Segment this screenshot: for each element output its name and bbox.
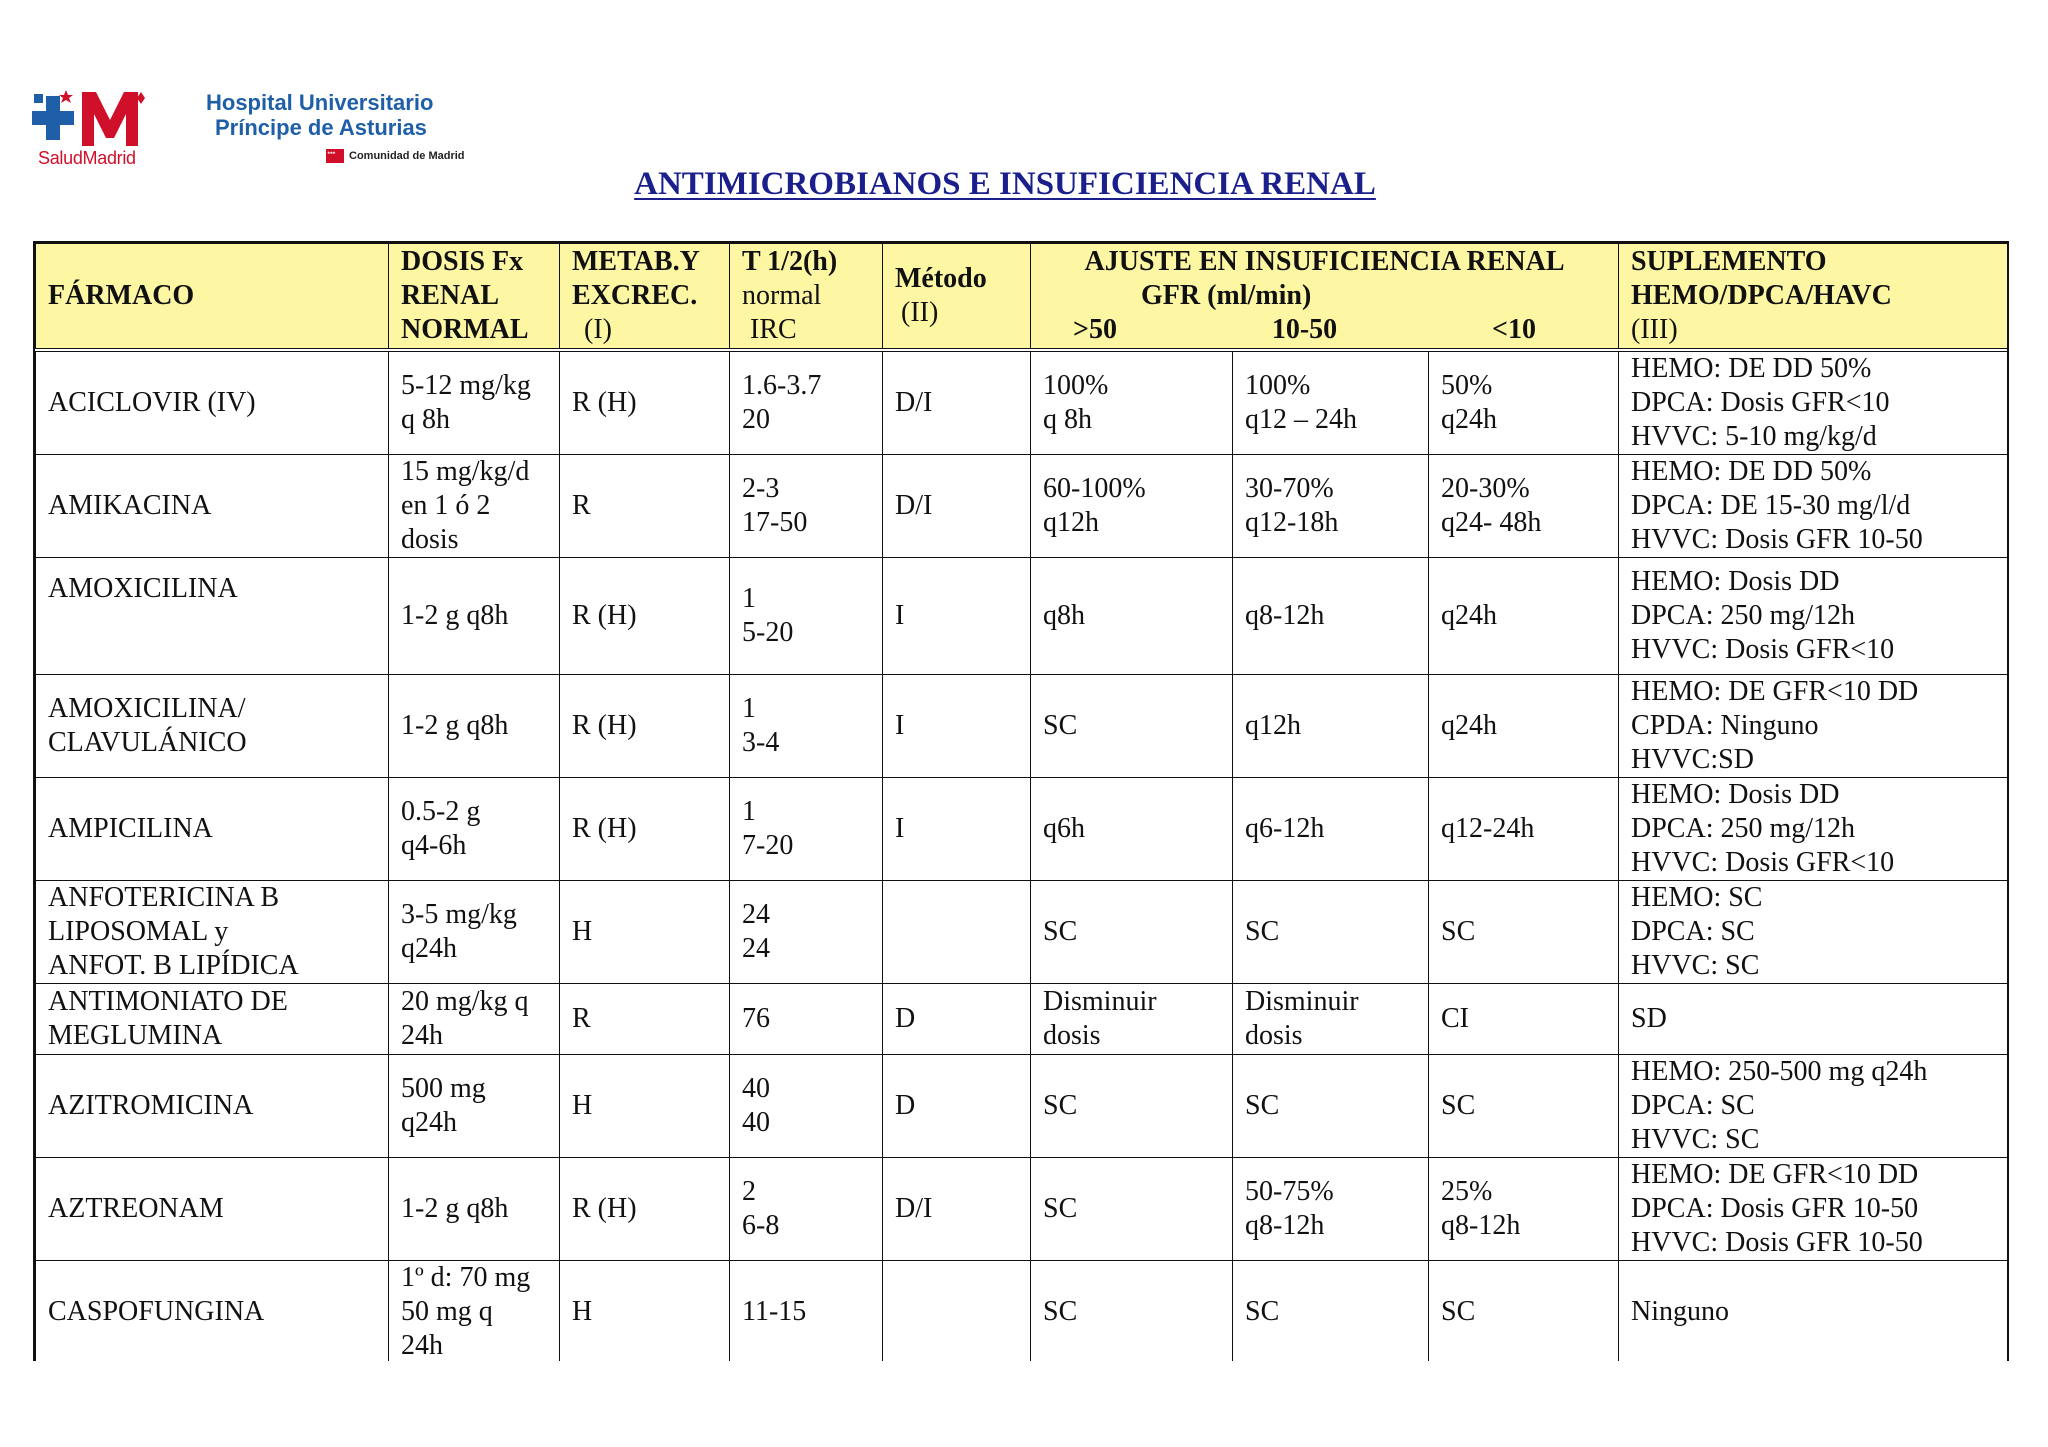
header-metodo-l2: (II) — [901, 297, 939, 328]
hospital-name — [206, 90, 433, 140]
cell-metodo: D — [883, 984, 1031, 1055]
cell-lt10: 20-30% q24- 48h — [1429, 455, 1619, 558]
cell-g10-50: SC — [1233, 1261, 1429, 1362]
header-gfr-ranges — [1043, 313, 1606, 347]
cell-metodo: I — [883, 778, 1031, 881]
header-metab-l2: EXCREC. — [572, 280, 698, 311]
cell-t12: 1 3-4 — [730, 675, 883, 778]
table-row — [36, 675, 2008, 778]
header-t12-l2: normal — [742, 280, 822, 311]
cell-metodo: I — [883, 558, 1031, 675]
table-row — [36, 778, 2008, 881]
cell-g10-50: 30-70% q12-18h — [1233, 455, 1429, 558]
brand-name: SaludMadrid — [38, 148, 136, 168]
antimicrobial-table — [35, 243, 2008, 1361]
cell-dosis: 1-2 g q8h — [389, 1158, 560, 1261]
comunidad-flag-icon — [326, 149, 344, 163]
cell-farmaco: AMOXICILINA — [36, 558, 389, 675]
header-gfr-gt50: >50 — [1073, 314, 1117, 345]
cell-t12: 1 7-20 — [730, 778, 883, 881]
header-suplemento — [1619, 244, 2008, 351]
cell-lt10: 25% q8-12h — [1429, 1158, 1619, 1261]
hospital-name-line2: Príncipe de Asturias — [215, 115, 427, 140]
header-dosis-l1: DOSIS Fx — [401, 246, 524, 277]
cell-t12: 11-15 — [730, 1261, 883, 1362]
header-metodo — [883, 244, 1031, 351]
cell-metab: R (H) — [560, 1158, 730, 1261]
header-metodo-l1: Método — [895, 263, 987, 294]
cell-g10-50: Disminuir dosis — [1233, 984, 1429, 1055]
header-dosis-l3: NORMAL — [401, 314, 529, 345]
cell-metodo: D — [883, 1055, 1031, 1158]
document-title-wrap — [0, 166, 2010, 203]
cell-metodo — [883, 881, 1031, 984]
cell-farmaco: ANFOTERICINA B LIPOSOMAL y ANFOT. B LIPÍDICA — [36, 881, 389, 984]
cell-supl: HEMO: DE DD 50% DPCA: Dosis GFR<10 HVVC: 5-10 mg/kg/d — [1619, 350, 2008, 455]
table-row — [36, 881, 2008, 984]
cell-metab: H — [560, 1055, 730, 1158]
comunidad-badge — [326, 148, 465, 164]
cell-dosis: 20 mg/kg q 24h — [389, 984, 560, 1055]
cell-gt50: 60-100% q12h — [1031, 455, 1233, 558]
header-ajuste-l2: GFR (ml/min) — [1141, 280, 1312, 311]
cell-metab: R — [560, 455, 730, 558]
document-title: ANTIMICROBIANOS E INSUFICIENCIA RENAL — [634, 166, 1376, 202]
cell-g10-50: 50-75% q8-12h — [1233, 1158, 1429, 1261]
cell-lt10: SC — [1429, 1261, 1619, 1362]
cell-metodo: D/I — [883, 1158, 1031, 1261]
header-metab-l1: METAB.Y — [572, 246, 700, 277]
cell-farmaco: AZTREONAM — [36, 1158, 389, 1261]
antimicrobial-table-wrap — [33, 241, 2009, 1361]
cell-supl: HEMO: DE GFR<10 DD CPDA: Ninguno HVVC:SD — [1619, 675, 2008, 778]
cell-lt10: SC — [1429, 1055, 1619, 1158]
cell-dosis: 15 mg/kg/d en 1 ó 2 dosis — [389, 455, 560, 558]
cell-farmaco: AMIKACINA — [36, 455, 389, 558]
cell-lt10: q24h — [1429, 675, 1619, 778]
table-row — [36, 350, 2008, 455]
cell-t12: 40 40 — [730, 1055, 883, 1158]
cell-metab: R — [560, 984, 730, 1055]
cell-t12: 1.6-3.7 20 — [730, 350, 883, 455]
cell-supl: HEMO: Dosis DD DPCA: 250 mg/12h HVVC: Dosis GFR<10 — [1619, 778, 2008, 881]
cell-farmaco: ACICLOVIR (IV) — [36, 350, 389, 455]
header-supl-l3: (III) — [1631, 314, 1678, 345]
header-ajuste-l1: AJUSTE EN INSUFICIENCIA RENAL — [1084, 246, 1565, 277]
cell-g10-50: SC — [1233, 1055, 1429, 1158]
table-row — [36, 1158, 2008, 1261]
header-metab-l3: (I) — [584, 314, 612, 345]
cell-gt50: q6h — [1031, 778, 1233, 881]
cell-g10-50: q6-12h — [1233, 778, 1429, 881]
cell-supl: HEMO: DE GFR<10 DD DPCA: Dosis GFR 10-50 HVVC: Dosis GFR 10-50 — [1619, 1158, 2008, 1261]
table-header-row — [36, 244, 2008, 351]
cell-t12: 1 5-20 — [730, 558, 883, 675]
cell-lt10: q12-24h — [1429, 778, 1619, 881]
header-farmaco: FÁRMACO — [36, 244, 389, 351]
cell-gt50: SC — [1031, 1158, 1233, 1261]
header-t12-l1: T 1/2(h) — [742, 246, 838, 277]
cell-dosis: 3-5 mg/kg q24h — [389, 881, 560, 984]
cell-t12: 2-3 17-50 — [730, 455, 883, 558]
cell-g10-50: q8-12h — [1233, 558, 1429, 675]
cell-supl: HEMO: DE DD 50% DPCA: DE 15-30 mg/l/d HVVC: Dosis GFR 10-50 — [1619, 455, 2008, 558]
cell-metab: H — [560, 1261, 730, 1362]
cell-metab: R (H) — [560, 675, 730, 778]
cell-farmaco: AMOXICILINA/ CLAVULÁNICO — [36, 675, 389, 778]
cell-gt50: SC — [1031, 1261, 1233, 1362]
cell-dosis: 1º d: 70 mg 50 mg q 24h — [389, 1261, 560, 1362]
table-body — [36, 350, 2008, 1361]
header-t12-l3: IRC — [750, 314, 797, 345]
table-row — [36, 558, 2008, 675]
cell-gt50: SC — [1031, 881, 1233, 984]
cell-supl: HEMO: 250-500 mg q24h DPCA: SC HVVC: SC — [1619, 1055, 2008, 1158]
header-ajuste — [1031, 244, 1619, 351]
cell-t12: 76 — [730, 984, 883, 1055]
table-row — [36, 984, 2008, 1055]
cell-g10-50: q12h — [1233, 675, 1429, 778]
cell-gt50: Disminuir dosis — [1031, 984, 1233, 1055]
cell-farmaco: AZITROMICINA — [36, 1055, 389, 1158]
cell-gt50: q8h — [1031, 558, 1233, 675]
cell-farmaco: CASPOFUNGINA — [36, 1261, 389, 1362]
cell-g10-50: 100% q12 – 24h — [1233, 350, 1429, 455]
cell-dosis: 1-2 g q8h — [389, 675, 560, 778]
cell-metab: R (H) — [560, 778, 730, 881]
cell-metodo: I — [883, 675, 1031, 778]
cell-metodo: D/I — [883, 455, 1031, 558]
cell-gt50: 100% q 8h — [1031, 350, 1233, 455]
hospital-logo — [32, 86, 492, 176]
header-gfr-10-50: 10-50 — [1271, 314, 1338, 345]
header-metab — [560, 244, 730, 351]
header-gfr-lt10: <10 — [1492, 314, 1537, 345]
cell-g10-50: SC — [1233, 881, 1429, 984]
cell-t12: 24 24 — [730, 881, 883, 984]
table-row — [36, 1055, 2008, 1158]
header-supl-l2: HEMO/DPCA/HAVC — [1631, 280, 1892, 311]
cell-gt50: SC — [1031, 1055, 1233, 1158]
comunidad-label: Comunidad de Madrid — [349, 150, 465, 162]
table-row — [36, 455, 2008, 558]
cell-supl: Ninguno — [1619, 1261, 2008, 1362]
cell-lt10: q24h — [1429, 558, 1619, 675]
cell-lt10: 50% q24h — [1429, 350, 1619, 455]
header-dosis-l2: RENAL — [401, 280, 500, 311]
cell-gt50: SC — [1031, 675, 1233, 778]
cell-metodo: D/I — [883, 350, 1031, 455]
cell-supl: HEMO: Dosis DD DPCA: 250 mg/12h HVVC: Dosis GFR<10 — [1619, 558, 2008, 675]
cell-supl: HEMO: SC DPCA: SC HVVC: SC — [1619, 881, 2008, 984]
cell-metab: R (H) — [560, 350, 730, 455]
header-t12 — [730, 244, 883, 351]
cell-supl: SD — [1619, 984, 2008, 1055]
cell-farmaco: AMPICILINA — [36, 778, 389, 881]
hospital-name-line1: Hospital Universitario — [206, 90, 434, 115]
cell-dosis: 500 mg q24h — [389, 1055, 560, 1158]
cell-dosis: 0.5-2 g q4-6h — [389, 778, 560, 881]
cell-lt10: SC — [1429, 881, 1619, 984]
table-row — [36, 1261, 2008, 1362]
header-supl-l1: SUPLEMENTO — [1631, 246, 1827, 277]
salud-madrid-logo-icon — [32, 86, 162, 150]
header-dosis — [389, 244, 560, 351]
cell-dosis: 1-2 g q8h — [389, 558, 560, 675]
cell-metodo — [883, 1261, 1031, 1362]
cell-dosis: 5-12 mg/kg q 8h — [389, 350, 560, 455]
cell-metab: H — [560, 881, 730, 984]
cell-lt10: CI — [1429, 984, 1619, 1055]
cell-farmaco: ANTIMONIATO DE MEGLUMINA — [36, 984, 389, 1055]
cell-t12: 2 6-8 — [730, 1158, 883, 1261]
cell-metab: R (H) — [560, 558, 730, 675]
